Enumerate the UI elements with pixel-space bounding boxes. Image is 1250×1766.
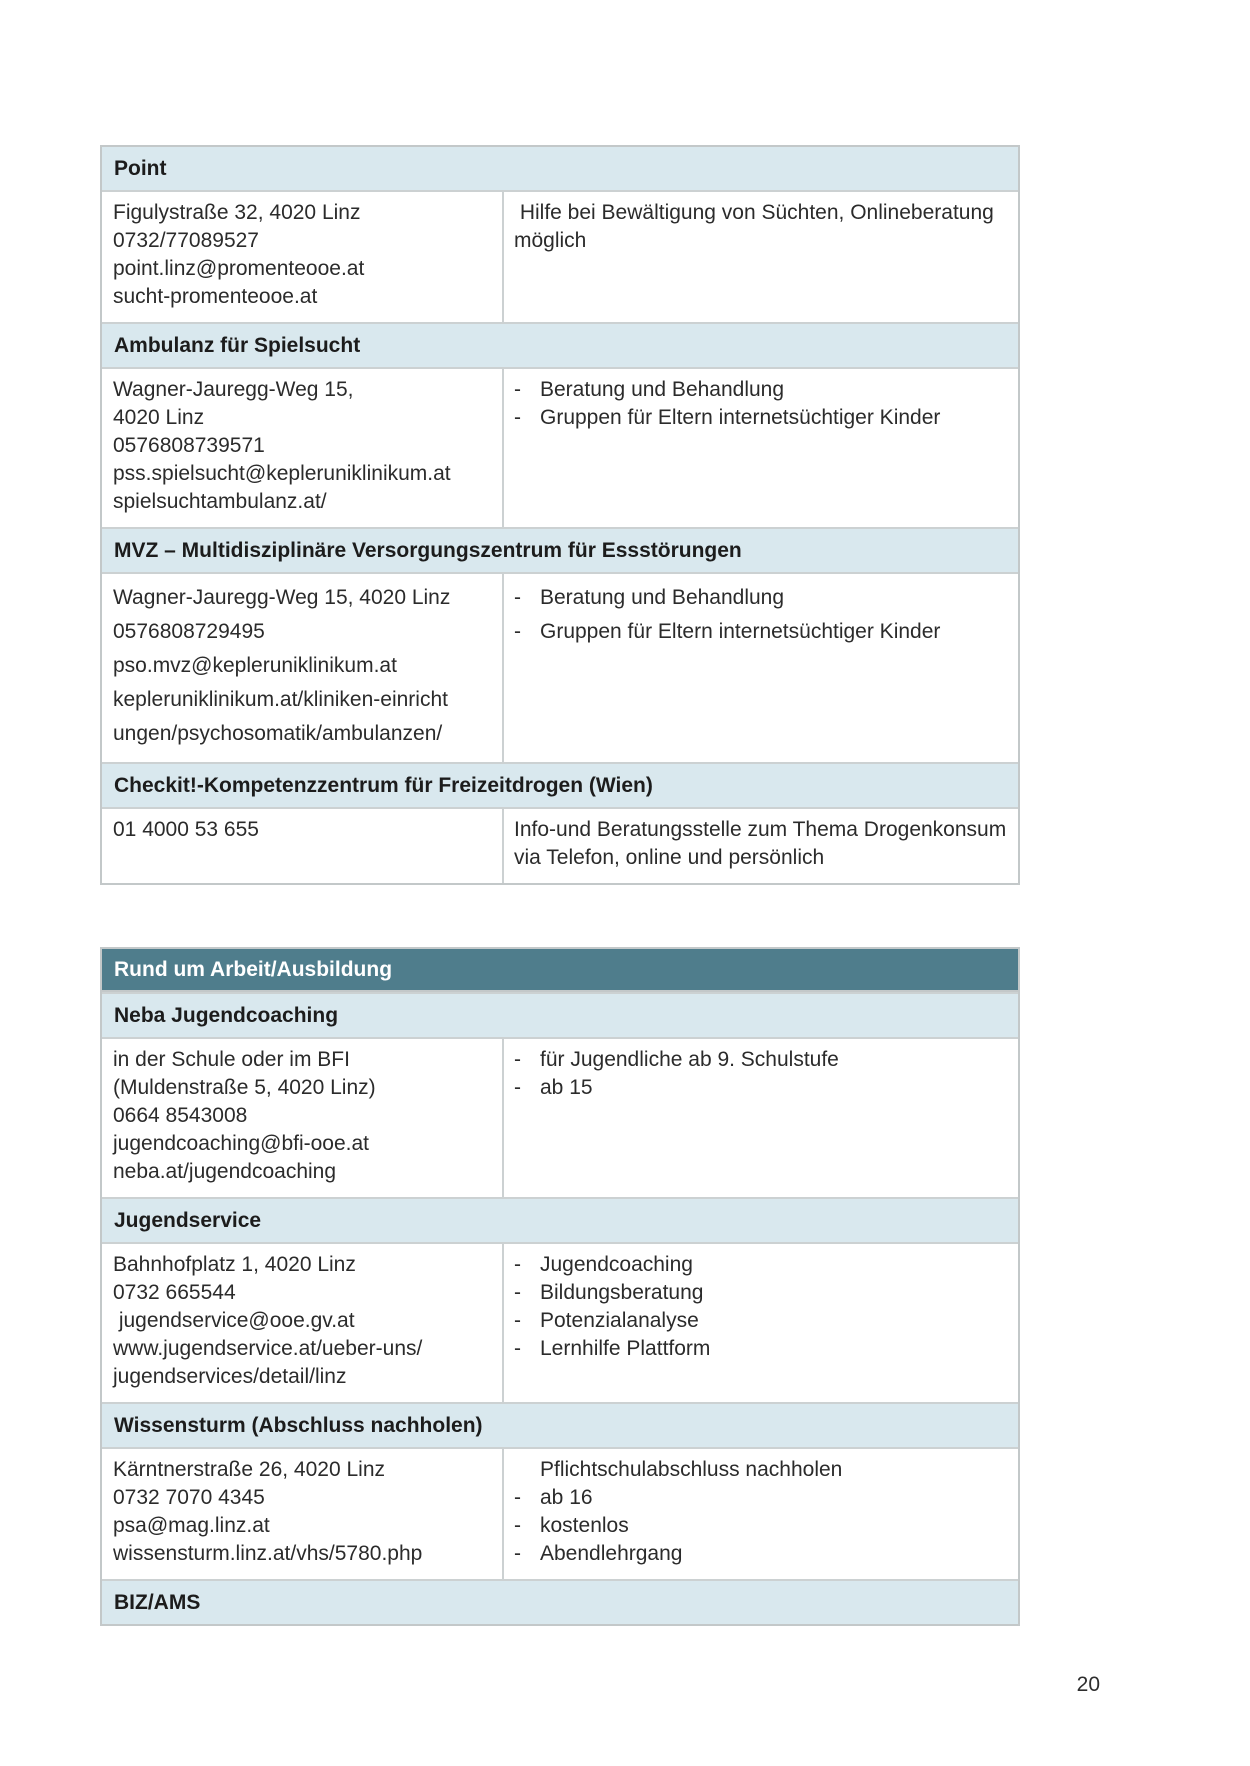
section-heading: MVZ – Multidisziplinäre Versorgungszentrum für Essstörungen <box>102 527 1018 572</box>
detail-text: Info-und Beratungsstelle zum Thema Drogenkonsum via Telefon, online und persönlich <box>514 818 1007 869</box>
detail-item <box>514 376 1008 404</box>
contact-row <box>102 1242 1018 1402</box>
detail-text: Bildungsberatung <box>540 1281 704 1304</box>
details-column <box>504 369 1018 527</box>
contact-row <box>102 190 1018 322</box>
details-column <box>504 192 1018 322</box>
detail-item <box>514 1307 1008 1335</box>
page-number: 20 <box>1076 1673 1100 1696</box>
dash-bullet: - <box>514 1337 521 1360</box>
contact-line: 0732/77089527 <box>113 229 259 252</box>
contact-column <box>102 1244 504 1402</box>
dash-bullet: - <box>514 1048 521 1071</box>
contact-line: 0576808729495 <box>113 620 265 643</box>
detail-text: Abendlehrgang <box>540 1542 683 1565</box>
contact-line: jugendservices/detail/linz <box>113 1365 347 1388</box>
dash-bullet: - <box>514 378 521 401</box>
contact-column <box>102 1449 504 1579</box>
detail-item <box>514 1074 1008 1102</box>
detail-text: Beratung und Behandlung <box>540 586 785 609</box>
contact-line: Wagner-Jauregg-Weg 15, 4020 Linz <box>113 586 451 609</box>
dash-bullet: - <box>514 1514 521 1537</box>
dash-bullet: - <box>514 586 521 609</box>
section-heading: Wissensturm (Abschluss nachholen) <box>102 1402 1018 1447</box>
detail-text: ab 15 <box>540 1076 593 1099</box>
dash-bullet: - <box>514 1253 521 1276</box>
contact-line: 0664 8543008 <box>113 1104 248 1127</box>
contact-line: Figulystraße 32, 4020 Linz <box>113 201 361 224</box>
table-title: Rund um Arbeit/Ausbildung <box>102 949 1018 992</box>
dash-bullet: - <box>514 406 521 429</box>
contact-line: neba.at/jugendcoaching <box>113 1160 337 1183</box>
contact-line: psa@mag.linz.at <box>113 1514 270 1537</box>
detail-item <box>514 199 1008 255</box>
detail-text: Pflichtschulabschluss nachholen <box>540 1458 843 1481</box>
contact-line: Wagner-Jauregg-Weg 15, <box>113 378 354 401</box>
details-column <box>504 574 1018 762</box>
contact-row <box>102 572 1018 762</box>
detail-item <box>514 1456 1008 1484</box>
dash-bullet: - <box>514 1076 521 1099</box>
contact-line: point.linz@promenteooe.at <box>113 257 365 280</box>
detail-text: Gruppen für Eltern internetsüchtiger Kinder <box>540 620 941 643</box>
detail-item <box>514 1540 1008 1568</box>
detail-text: Jugendcoaching <box>540 1253 693 1276</box>
detail-item <box>514 1484 1008 1512</box>
contact-line: wissensturm.linz.at/vhs/5780.php <box>113 1542 423 1565</box>
contact-line: 01 4000 53 655 <box>113 818 259 841</box>
detail-text: Hilfe bei Bewältigung von Süchten, Onlineberatung möglich <box>514 201 994 252</box>
contact-line: pss.spielsucht@kepleruniklinikum.at <box>113 462 451 485</box>
contact-line: Bahnhofplatz 1, 4020 Linz <box>113 1253 356 1276</box>
detail-text: kostenlos <box>540 1514 629 1537</box>
detail-text: ab 16 <box>540 1486 593 1509</box>
detail-text: Lernhilfe Plattform <box>540 1337 711 1360</box>
section-heading: BIZ/AMS <box>102 1579 1018 1624</box>
contact-column <box>102 1039 504 1197</box>
dash-bullet: - <box>514 1309 521 1332</box>
contact-column <box>102 809 504 883</box>
detail-item <box>514 1046 1008 1074</box>
detail-text: Gruppen für Eltern internetsüchtiger Kinder <box>540 406 941 429</box>
contact-column <box>102 574 504 762</box>
contact-line: ungen/psychosomatik/ambulanzen/ <box>113 722 443 745</box>
contact-row <box>102 367 1018 527</box>
detail-text: für Jugendliche ab 9. Schulstufe <box>540 1048 839 1071</box>
contact-line: in der Schule oder im BFI <box>113 1048 350 1071</box>
dash-bullet: - <box>514 1542 521 1565</box>
detail-item <box>514 1335 1008 1363</box>
dash-bullet: - <box>514 1281 521 1304</box>
contact-line: jugendcoaching@bfi-ooe.at <box>113 1132 369 1155</box>
section-heading: Jugendservice <box>102 1197 1018 1242</box>
contact-line: kepleruniklinikum.at/kliniken-einricht <box>113 688 448 711</box>
details-column <box>504 809 1018 883</box>
contact-line: pso.mvz@kepleruniklinikum.at <box>113 654 397 677</box>
contact-line: 0732 665544 <box>113 1281 236 1304</box>
contact-line: 0576808739571 <box>113 434 265 457</box>
document-body <box>100 145 1020 1626</box>
dash-bullet: - <box>514 620 521 643</box>
detail-item <box>514 1251 1008 1279</box>
contact-line: Kärntnerstraße 26, 4020 Linz <box>113 1458 385 1481</box>
contact-column <box>102 192 504 322</box>
contact-line: sucht-promenteooe.at <box>113 285 318 308</box>
detail-text: Potenzialanalyse <box>540 1309 699 1332</box>
detail-item <box>514 615 1008 649</box>
contact-row <box>102 1037 1018 1197</box>
contact-line: 4020 Linz <box>113 406 205 429</box>
contact-row <box>102 1447 1018 1579</box>
contact-row <box>102 807 1018 883</box>
details-column <box>504 1244 1018 1402</box>
detail-text: Beratung und Behandlung <box>540 378 785 401</box>
contact-line: jugendservice@ooe.gv.at <box>113 1309 355 1332</box>
contact-line: www.jugendservice.at/ueber-uns/ <box>113 1337 423 1360</box>
resource-table <box>100 947 1020 1626</box>
details-column <box>504 1449 1018 1579</box>
contact-line: spielsuchtambulanz.at/ <box>113 490 327 513</box>
section-heading: Ambulanz für Spielsucht <box>102 322 1018 367</box>
dash-bullet: - <box>514 1486 521 1509</box>
contact-line: (Muldenstraße 5, 4020 Linz) <box>113 1076 376 1099</box>
resource-table <box>100 145 1020 885</box>
section-heading: Neba Jugendcoaching <box>102 992 1018 1037</box>
detail-item <box>514 1279 1008 1307</box>
detail-item <box>514 404 1008 432</box>
detail-item <box>514 1512 1008 1540</box>
detail-item <box>514 816 1008 872</box>
contact-column <box>102 369 504 527</box>
detail-item <box>514 581 1008 615</box>
section-heading: Checkit!-Kompetenzzentrum für Freizeitdrogen (Wien) <box>102 762 1018 807</box>
section-heading: Point <box>102 147 1018 190</box>
contact-line: 0732 7070 4345 <box>113 1486 265 1509</box>
details-column <box>504 1039 1018 1197</box>
